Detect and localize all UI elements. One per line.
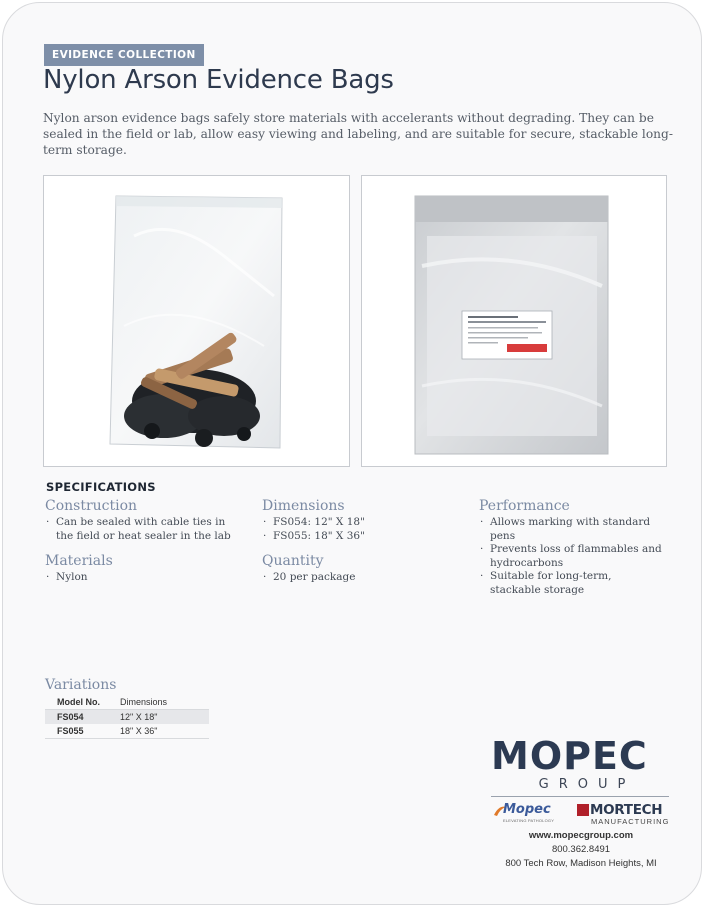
page-title: Nylon Arson Evidence Bags (43, 65, 394, 95)
address: 800 Tech Row, Madison Heights, MI (505, 858, 657, 869)
list-item: · Prevents loss of flammables and hydrocarbons (479, 543, 664, 570)
materials-title: Materials (45, 553, 113, 569)
quantity-title: Quantity (262, 553, 324, 569)
variations-title: Variations (45, 677, 117, 693)
specifications-heading: SPECIFICATIONS (46, 480, 156, 494)
list-item: · FS055: 18" X 36" (262, 530, 452, 544)
model-cell: FS055 (45, 724, 120, 739)
category-tag: EVIDENCE COLLECTION (44, 44, 204, 66)
spec-sheet-page (2, 2, 702, 905)
table-row (45, 724, 209, 739)
list-item: · Can be sealed with cable ties in the field or heat sealer in the lab (45, 516, 245, 543)
dimensions-title: Dimensions (262, 498, 345, 514)
spec-column-middle (262, 498, 452, 595)
model-cell: FS054 (45, 710, 120, 725)
table-row (45, 710, 209, 725)
mopec-sub-wordmark: Mopec (503, 802, 551, 817)
materials-list (45, 571, 245, 585)
mopec-group-logo (491, 734, 670, 829)
mortech-square-icon (577, 804, 589, 816)
mortech-tagline: MANUFACTURING (591, 817, 670, 826)
column-header: Model No. (45, 695, 120, 710)
phone-number: 800.362.8491 (551, 844, 611, 855)
construction-list (45, 516, 245, 543)
mortech-wordmark: MORTECH (590, 802, 663, 818)
clear-bag-with-wood-icon (44, 176, 349, 466)
list-item: · FS054: 12" X 18" (262, 516, 452, 530)
variations-table (45, 695, 209, 739)
list-item: · Allows marking with standard pens (479, 516, 664, 543)
group-wordmark: GROUP (538, 777, 636, 792)
dimensions-cell: 12" X 18" (120, 710, 209, 725)
sealed-bag-with-label-icon (362, 176, 666, 466)
dimensions-list (262, 516, 452, 543)
dimensions-cell: 18" X 36" (120, 724, 209, 739)
quantity-list (262, 571, 452, 585)
spec-column-left (45, 498, 245, 595)
performance-list (479, 516, 664, 597)
list-item: · 20 per package (262, 571, 452, 585)
product-photo-open-bag (43, 175, 350, 467)
product-description: Nylon arson evidence bags safely store materials with accelerants without degrading. They can be sealed in the field or lab, allow easy viewing and labeling, and are suitable for secure, stackable long-term storage. (43, 111, 673, 157)
logo-divider (491, 796, 669, 797)
list-item: · Nylon (45, 571, 245, 585)
performance-title: Performance (479, 498, 570, 514)
contact-info (493, 829, 669, 871)
spec-column-right (479, 498, 664, 607)
table-header-row (45, 695, 209, 710)
list-item: · Suitable for long-term, stackable storage (479, 570, 664, 597)
sub-brand-logos (491, 803, 669, 829)
mopec-wordmark: MOPEC (491, 734, 648, 778)
product-photo-sealed-bag (361, 175, 667, 467)
website-link[interactable]: www.mopecgroup.com (528, 830, 634, 841)
column-header: Dimensions (120, 695, 209, 710)
construction-title: Construction (45, 498, 138, 514)
mopec-tagline: ELEVATING PATHOLOGY (503, 818, 555, 823)
